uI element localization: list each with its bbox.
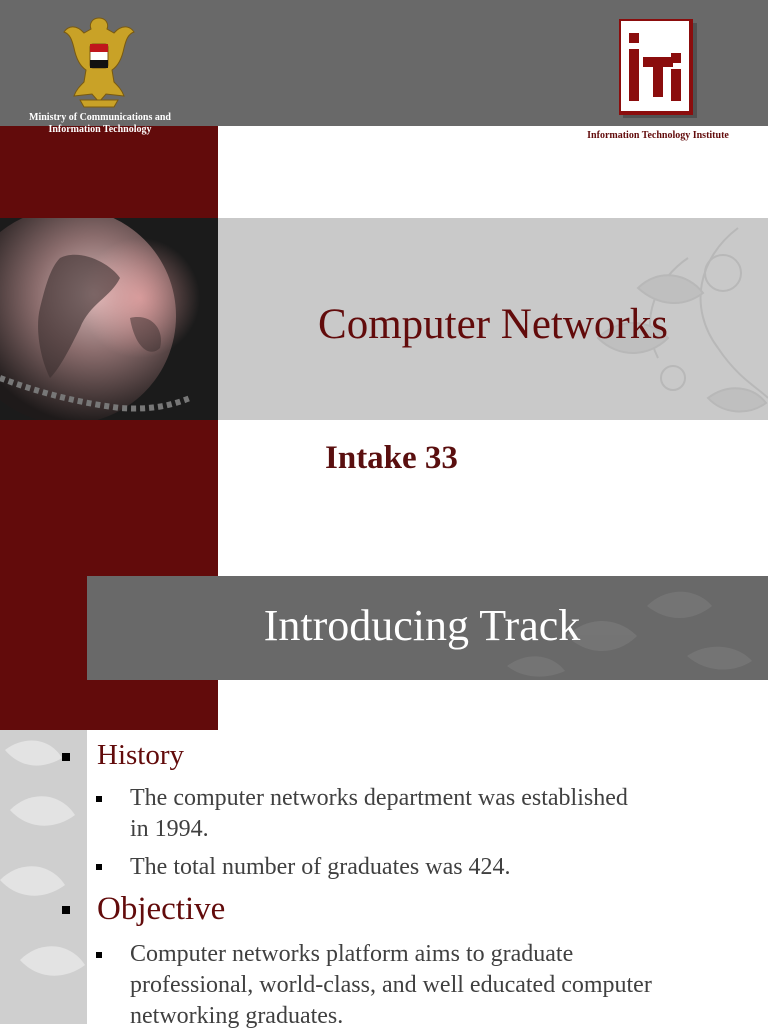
globe-image — [0, 218, 218, 420]
intake-subtitle: Intake 33 — [325, 440, 458, 476]
egypt-eagle-emblem-icon — [62, 10, 136, 110]
list-item — [130, 939, 652, 1032]
list-item — [130, 783, 628, 845]
slide-title: Computer Networks — [318, 301, 668, 348]
track-title: Introducing Track — [263, 601, 581, 650]
floral-decoration-icon — [0, 730, 87, 1024]
section-heading-history: History — [97, 739, 184, 771]
list-item-line: professional, world-class, and well educated computer — [130, 972, 652, 998]
left-gray-panel — [0, 730, 87, 1024]
ministry-caption-line1: Ministry of Communications and — [29, 112, 171, 123]
bullet-marker — [96, 796, 102, 802]
bullet-marker — [96, 864, 102, 870]
ministry-caption-line2: Information Technology — [48, 124, 152, 135]
bullet-marker — [62, 906, 70, 914]
list-item-line: in 1994. — [130, 816, 209, 842]
institute-caption: Information Technology Institute — [587, 130, 729, 141]
list-item — [130, 852, 511, 883]
bullet-marker — [62, 753, 70, 761]
list-item-line: networking graduates. — [130, 1003, 344, 1029]
list-item-line: Computer networks platform aims to graduate — [130, 941, 574, 967]
list-item-line: The computer networks department was established — [130, 785, 628, 811]
section-heading-objective: Objective — [97, 891, 226, 927]
iti-logo-icon — [619, 19, 697, 118]
list-item-line: The total number of graduates was 424. — [130, 854, 511, 880]
bullet-marker — [96, 952, 102, 958]
ministry-caption — [10, 112, 190, 136]
